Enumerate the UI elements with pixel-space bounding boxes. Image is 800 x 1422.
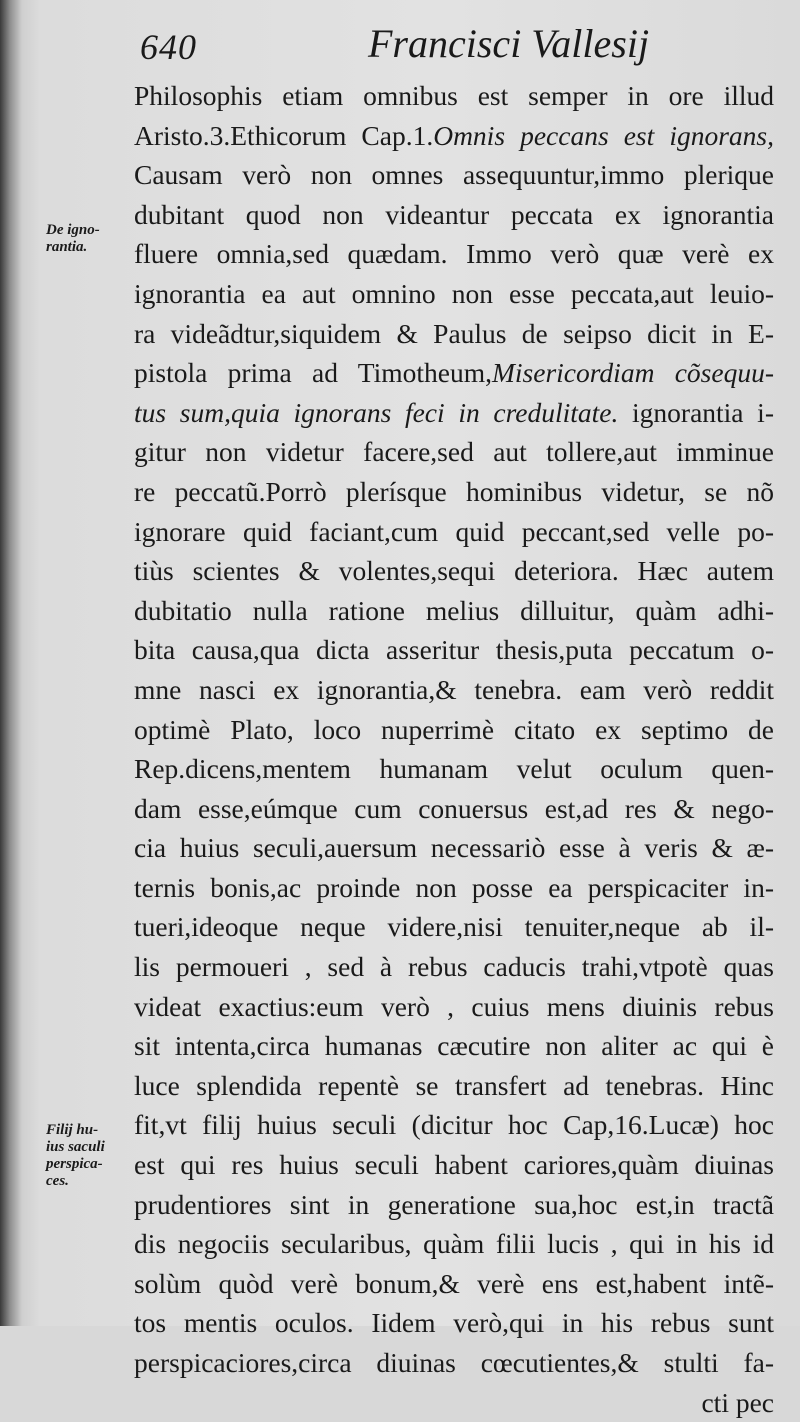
text-roman: fluere omnia,sed quædam. Immo verò quæ verè ex <box>134 238 774 270</box>
text-line <box>134 868 774 908</box>
text-line <box>134 947 774 987</box>
text-roman: Rep.dicens,mentem humanam velut oculum quen- <box>134 753 774 785</box>
text-line <box>134 116 774 156</box>
text-line <box>134 828 774 868</box>
text-line <box>134 274 774 314</box>
text-roman: dubitant quod non videantur peccata ex ignorantia <box>134 198 774 230</box>
text-line <box>134 1026 774 1066</box>
text-roman: sit intenta,circa humanas cæcutire non aliter ac qui è <box>134 1030 774 1062</box>
text-roman: optimè Plato, loco nuperrimè citato ex septimo de <box>134 713 774 745</box>
text-line <box>134 789 774 829</box>
margin-note-line: rantia. <box>46 239 88 255</box>
text-roman: gitur non videtur facere,sed aut tollere,aut imminue <box>134 436 774 468</box>
text-roman: Philosophis etiam omnibus est semper in ore illud <box>134 80 774 111</box>
text-line <box>134 987 774 1027</box>
text-line <box>134 195 774 235</box>
text-roman: solùm quòd verè bonum,& verè ens est,habent intẽ- <box>134 1267 774 1299</box>
running-head: Francisci Vallesij <box>368 21 650 66</box>
text-roman: est qui res huius seculi habent cariores,quàm diuinas <box>134 1149 774 1181</box>
text-line <box>134 1105 774 1145</box>
margin-note-line: Filij hu- <box>46 1122 99 1138</box>
text-line <box>134 1303 774 1343</box>
text-roman: cia huius seculi,auersum necessariò esse à veris & æ- <box>134 832 774 864</box>
text-roman: luce splendida repentè se transfert ad tenebras. Hinc <box>134 1069 774 1101</box>
text-roman: tueri,ideoque neque videre,nisi tenuiter,neque ab il- <box>134 911 774 943</box>
text-roman: ra videãdtur,siquidem & Paulus de seipso dicit in E- <box>134 317 774 349</box>
text-line <box>134 907 774 947</box>
text-roman: dam esse,eúmque cum conuersus est,ad res & nego- <box>134 792 774 824</box>
text-line <box>134 1383 774 1422</box>
text-line <box>134 76 774 116</box>
text-roman: ternis bonis,ac proinde non posse ea perspicaciter in- <box>134 871 774 903</box>
text-roman: ignorare quid faciant,cum quid peccant,sed velle po- <box>134 515 774 547</box>
margin-note-line: De igno- <box>46 222 100 238</box>
text-roman: lis permoueri , sed à rebus caducis trahi,vtpotè quas <box>134 951 774 983</box>
body-text <box>134 76 774 1422</box>
text-roman: videat exactius:eum verò , cuius mens diuinis rebus <box>134 990 774 1022</box>
text-line <box>134 393 774 433</box>
text-line <box>134 670 774 710</box>
text-line <box>134 710 774 750</box>
text-line <box>134 234 774 274</box>
text-roman: fit,vt filij huius seculi (dicitur hoc Cap,16.Lucæ) hoc <box>134 1109 774 1141</box>
text-roman: Aristo.3.Ethicorum Cap.1. <box>134 119 434 151</box>
text-roman: tiùs scientes & volentes,sequi deteriora. Hæc autem <box>134 555 774 587</box>
text-line <box>134 155 774 195</box>
margin-note-de-ignorantia <box>46 222 130 256</box>
margin-note-filij-huius-saeculi <box>46 1122 130 1190</box>
text-line <box>134 1224 774 1264</box>
text-line <box>134 591 774 631</box>
text-roman: pistola prima ad Timotheum, <box>134 357 492 389</box>
text-roman: dis negociis secularibus, quàm filii lucis , qui in his id <box>134 1228 774 1260</box>
text-line <box>134 472 774 512</box>
text-roman: dubitatio nulla ratione melius dilluitur, quàm adhi- <box>134 594 774 626</box>
text-line <box>134 1185 774 1225</box>
text-line <box>134 353 774 393</box>
text-line <box>134 1343 774 1383</box>
text-italic: tus sum,quia ignorans feci in credulitate. <box>134 396 619 428</box>
text-italic: Misericordiam cõsequu- <box>492 357 774 389</box>
margin-note-line: perspica- <box>46 1156 103 1172</box>
text-line <box>134 314 774 354</box>
text-line <box>134 551 774 591</box>
text-line <box>134 1145 774 1185</box>
text-roman: ignorantia i- <box>618 396 774 428</box>
text-line <box>134 749 774 789</box>
text-roman: ignorantia ea aut omnino non esse peccata,aut leuio- <box>134 277 774 309</box>
text-line <box>134 630 774 670</box>
text-line <box>134 1066 774 1106</box>
text-italic: Omnis peccans est ignorans, <box>433 119 774 151</box>
text-roman: cti pec <box>701 1386 774 1418</box>
margin-note-line: ius saculi <box>46 1139 105 1155</box>
page-header <box>140 14 760 70</box>
text-line <box>134 1264 774 1304</box>
text-roman: re peccatũ.Porrò plerísque hominibus videtur, se nõ <box>134 475 774 507</box>
text-line <box>134 512 774 552</box>
text-roman: tos mentis oculos. Iidem verò,qui in his rebus sunt <box>134 1307 774 1339</box>
text-roman: Causam verò non omnes assequuntur,immo plerique <box>134 159 774 191</box>
text-roman: mne nasci ex ignorantia,& tenebra. eam verò reddit <box>134 673 774 705</box>
margin-note-line: ces. <box>46 1173 69 1189</box>
page-number: 640 <box>140 27 197 67</box>
text-roman: bita causa,qua dicta asseritur thesis,puta peccatum o- <box>134 634 774 666</box>
text-roman: prudentiores sint in generatione sua,hoc est,in tractã <box>134 1188 774 1220</box>
text-line <box>134 432 774 472</box>
text-roman: perspicaciores,circa diuinas cœcutientes,& stulti fa- <box>134 1347 774 1378</box>
